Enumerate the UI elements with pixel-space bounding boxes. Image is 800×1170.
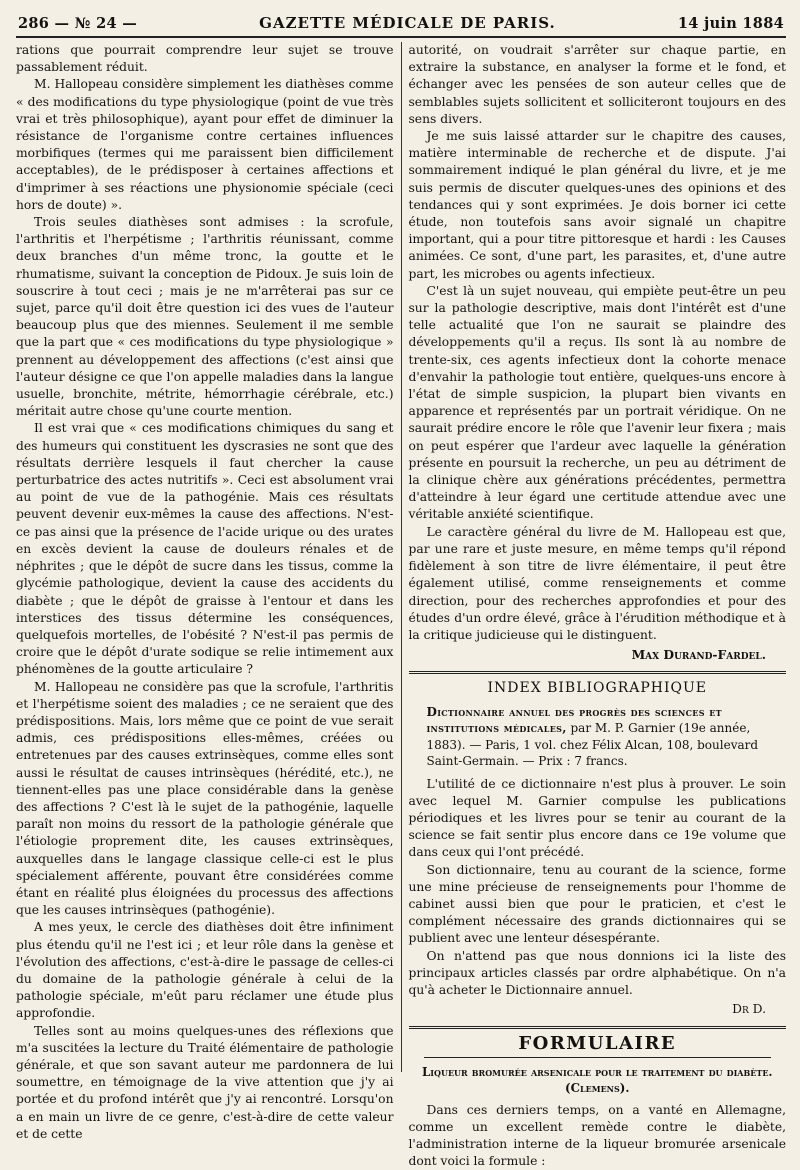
paragraph: rations que pourrait comprendre leur sujet se trouve passablement réduit. [16, 43, 394, 75]
paragraph: Trois seules diathèses sont admises : la scrofule, l'arthritis et l'herpétisme ; l'arthritis réunissant, comme deux branches d'un même tronc, la goutte et le rhumatisme, suivant la conception de Pidoux. Je suis loin de souscrire à tout ceci ; mais je ne m'arrêterai pas sur ce sujet, parce qu'il doit être question ici des vues de l'auteur beaucoup plus que des miennes. Seulement il me semble que la part que « ces modifications du type physiologique » prennent au développement des affections (c'est ainsi que l'auteur désigne ce que l'on appelle maladies dans la langue usuelle, bronchite, métrite, hémorrhagie cérébrale, etc.) méritait autre chose qu'une courte mention. [16, 215, 394, 419]
page-number: 286 [18, 15, 50, 32]
paragraph: M. Hallopeau ne considère pas que la scrofule, l'arthritis et l'herpétisme soient des maladies ; ce ne seraient que des prédispositions. Mais, lors même que ce point de vue serait admis, ces prédispositions elles-mêmes, créées ou entretenues par des causes extrinsèques, comme elles sont aussi le résultat de causes intrinsèques (hérédité, etc.), ne tiennent-elles pas une place considérable dans la genèse des affections ? C'est là le sujet de la pathogénie, laquelle paraît non moins du ressort de la pathologie générale que l'étiologie proprement dite, les causes extrinsèques, auxquelles dans le langage classique celle-ci est le plus spécialement afférente, pouvant être considérées comme étant en réalité plus éloignées du processus des affections que les causes intrinsèques (pathogénie). [16, 679, 394, 918]
section-divider [409, 1026, 787, 1029]
journal-title: GAZETTE MÉDICALE DE PARIS. [259, 14, 556, 32]
paragraph: M. Hallopeau considère simplement les diathèses comme « des modifications du type physiologique (point de vue très vrai et très philosophique), ayant pour effet de diminuer la résistance de l'organisme contre certaines influences morbifiques (termes qui me paraissent bien difficilement acceptables), de le prédisposer à certaines affections et d'imprimer à ses réactions une physionomie spéciale (ceci hors de doute) ». [16, 77, 394, 212]
author-signature: Max Durand-Fardel. [631, 647, 766, 663]
paragraph: autorité, on voudrait s'arrêter sur chaque partie, en extraire la substance, en analyser la forme et le fond, et échanger avec les pensées de son auteur celles que de semblables sujets sollicitent et solliciteront toujours en des sens divers. [408, 43, 786, 126]
header-left [18, 15, 137, 32]
paragraph: A mes yeux, le cercle des diathèses doit être infiniment plus étendu qu'il ne l'est ici ; et leur rôle dans la genèse et l'évolution des affections, c'est-à-dire le passage de celles-ci du domaine de la pathologie générale à celui de la pathologie spéciale, m'eût paru réclamer une étude plus approfondie. [16, 920, 394, 1021]
section-divider [409, 671, 787, 674]
paragraph: Son dictionnaire, tenu au courant de la science, forme une mine précieuse de renseignements pour l'homme de cabinet aussi bien que pour le praticien, et c'est le complément nécessaire des grands dictionnaires qui se publient avec une lenteur désespérante. [408, 862, 786, 946]
issue-number: — № 24 — [54, 15, 138, 32]
two-column-body [16, 42, 786, 1169]
paragraph: C'est là un sujet nouveau, qui empiète peut-être un peu sur la pathologie descriptive, mais dont l'intérêt est d'une telle actualité que l'on ne saurait se plaindre des développements qu'il a reçus. Ils sont là au nombre de trente-six, ces agents infectieux dont la cohorte menace d'envahir la pathologie tout entière, quelques-uns encore à l'état de simple suspicion, la plupart bien vivants en apparence et représentés par un portrait véridique. On ne saurait prédire encore le rôle que l'avenir leur fixera ; mais on peut espérer que l'ardeur avec laquelle la génération présente en poursuit la recherche, un peu au détriment de la clinique chère aux générations précédentes, permettra d'atteindre à leur égard une certitude attendue avec une véritable anxiété scientifique. [408, 283, 786, 522]
formulaire-title: FORMULAIRE [518, 1033, 677, 1055]
title-underline [424, 1057, 771, 1058]
formulaire-subtitle: Liqueur bromurée arsenicale pour le traitement du diabète. (Clemens). [421, 1064, 773, 1095]
bibliography-entry [409, 704, 787, 770]
paragraph: Dans ces derniers temps, on a vanté en Allemagne, comme un excellent remède contre le diabète, l'administration interne de la liqueur bromurée arsenicale dont voici la formule : [408, 1102, 786, 1169]
page-header [16, 14, 786, 36]
right-column [401, 42, 787, 1169]
paragraph: Je me suis laissé attarder sur le chapitre des causes, matière interminable de recherche et de dispute. J'ai sommairement indiqué le plan général du livre, et je me suis permis de discuter quelques-unes des opinions et des tendances qui y sont exprimées. Je dois borner ici cette étude, non toutefois sans avoir signalé un chapitre important, qui a pour titre pittoresque et hardi : les Causes animées. Ce sont, d'une part, les parasites, et, d'une autre part, les microbes ou agents infectieux. [408, 129, 786, 281]
reviewer-signature: Dr D. [732, 1002, 766, 1017]
paragraph: Il est vrai que « ces modifications chimiques du sang et des humeurs qui constituent les dyscrasies ne sont que des résultats derrière lesquels il faut chercher la cause perturbatrice des actes nutritifs ». Ceci est absolument vrai au point de vue de la pathogénie. Mais ces résultats peuvent devenir eux-mêmes la cause des affections. N'est-ce pas ainsi que la présence de l'acide urique ou des urates en excès devient la cause de douleurs rénales et de néphrites ; que le dépôt de sucre dans les tissus, comme la glycémie pathologique, devient la cause des accidents du diabète ; que le dépôt de graisse à l'entour et dans les interstices des tissus détermine les conséquences, quelquefois mortelles, de l'obésité ? N'est-il pas permis de croire que le dépôt d'urate sodique se relie intimement aux phénomènes de la goutte articulaire ? [16, 421, 394, 677]
index-title: INDEX BIBLIOGRAPHIQUE [487, 680, 708, 697]
left-column [16, 42, 401, 1141]
entry-title: Dictionnaire annuel des progrès des sciences et institutions médicales, [426, 704, 722, 736]
paragraph: L'utilité de ce dictionnaire n'est plus à prouver. Le soin avec lequel M. Garnier compulse les publications périodiques et les livres pour se tenir au courant de la science se fait sentir plus encore dans ce 19e volume que dans ceux qui l'ont précédé. [408, 776, 786, 860]
issue-date: 14 juin 1884 [677, 15, 784, 32]
entry-details: par M. P. Garnier (19e année, 1883). — Paris, 1 vol. chez Félix Alcan, 108, boulevard Saint-Germain. — Prix : 7 francs. [426, 721, 759, 769]
paragraph: Telles sont au moins quelques-unes des réflexions que m'a suscitées la lecture du Traité élémentaire de pathologie générale, et que son savant auteur me pardonnera de lui soumettre, en témoignage de la vive attention que j'y ai portée et du profond intérêt que j'y ai rencontré. Lorsqu'on a en main un livre de ce genre, c'est-à-dire de cette valeur et de cette [16, 1023, 394, 1141]
paragraph: Le caractère général du livre de M. Hallopeau est que, par une rare et juste mesure, en même temps qu'il répond fidèlement à son titre de livre élémentaire, il peut être également utilisé, comme renseignements et comme direction, pour des recherches approfondies et pour des études d'un ordre élevé, grâce à l'érudition méthodique et à la critique judicieuse qui le distinguent. [408, 524, 786, 642]
paragraph: On n'attend pas que nous donnions ici la liste des principaux articles classés par ordre alphabétique. On n'a qu'à acheter le Dictionnaire annuel. [408, 948, 786, 997]
header-rule [16, 36, 786, 38]
